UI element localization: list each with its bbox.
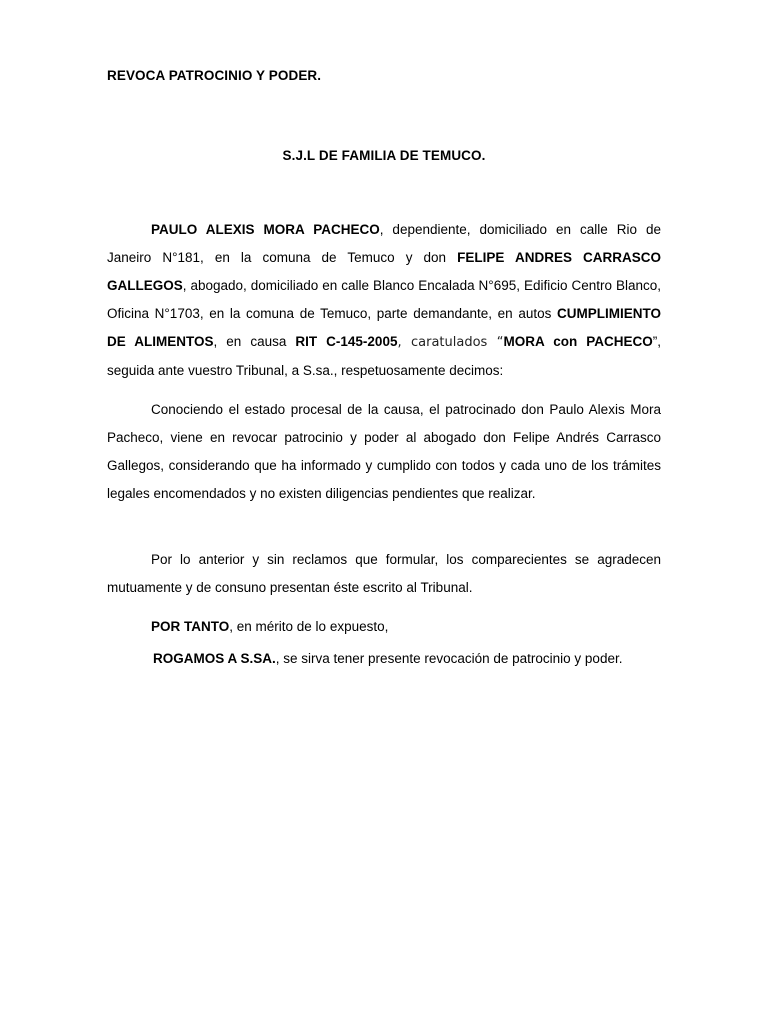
paragraph-request [107, 645, 661, 673]
paragraph-text: ”, seguida ante vuestro Tribunal, a S.sa., respetuosamente decimos: [107, 334, 662, 378]
paragraph-por-tanto [107, 613, 661, 641]
document-title: REVOCA PATROCINIO Y PODER. [107, 68, 322, 83]
paragraph-agreement: Por lo anterior y sin reclamos que formular, los comparecientes se agradecen mutuamente y de consuno presentan éste escrito al Tribunal. [107, 552, 661, 595]
party-name-1: PAULO ALEXIS MORA PACHECO [151, 222, 380, 237]
paragraph-text: , en mérito de lo expuesto, [229, 619, 389, 634]
paragraph-revocation: Conociendo el estado procesal de la causa, el patrocinado don Paulo Alexis Mora Pacheco, viene en revocar patrocinio y poder al abogado don Felipe Andrés Carrasco Gallegos, considerando que ha informado y cumplido con todos y cada uno de los trámites legales encomendados y no existen diligencias pendientes que realizar. [107, 402, 661, 501]
paragraph-text: , abogado, domiciliado en calle Blanco Encalada N°695, Edificio Centro Blanco, Oficina N°1703, en la comuna de Temuco, parte demandante, en autos [107, 278, 661, 321]
paragraph-text: , caratulados “ [397, 335, 504, 350]
rogamos-label: ROGAMOS A S.SA. [153, 651, 276, 666]
case-rit: RIT C-145-2005 [295, 334, 398, 349]
paragraph-text: , en causa [213, 334, 296, 349]
paragraph-text: , se sirva tener presente revocación de patrocinio y poder. [275, 651, 623, 666]
por-tanto-label: POR TANTO [151, 619, 230, 634]
paragraph-appearance [107, 216, 661, 385]
party-name-2: FELIPE ANDRES CARRASCO GALLEGOS [107, 250, 662, 293]
case-matter: CUMPLIMIENTO DE ALIMENTOS [107, 306, 661, 349]
paragraph-text: , dependiente, domiciliado en calle Rio de Janeiro N°181, en la comuna de Temuco y don [107, 222, 661, 265]
case-caption: MORA con PACHECO [503, 334, 653, 349]
court-heading: S.J.L DE FAMILIA DE TEMUCO. [282, 148, 486, 163]
